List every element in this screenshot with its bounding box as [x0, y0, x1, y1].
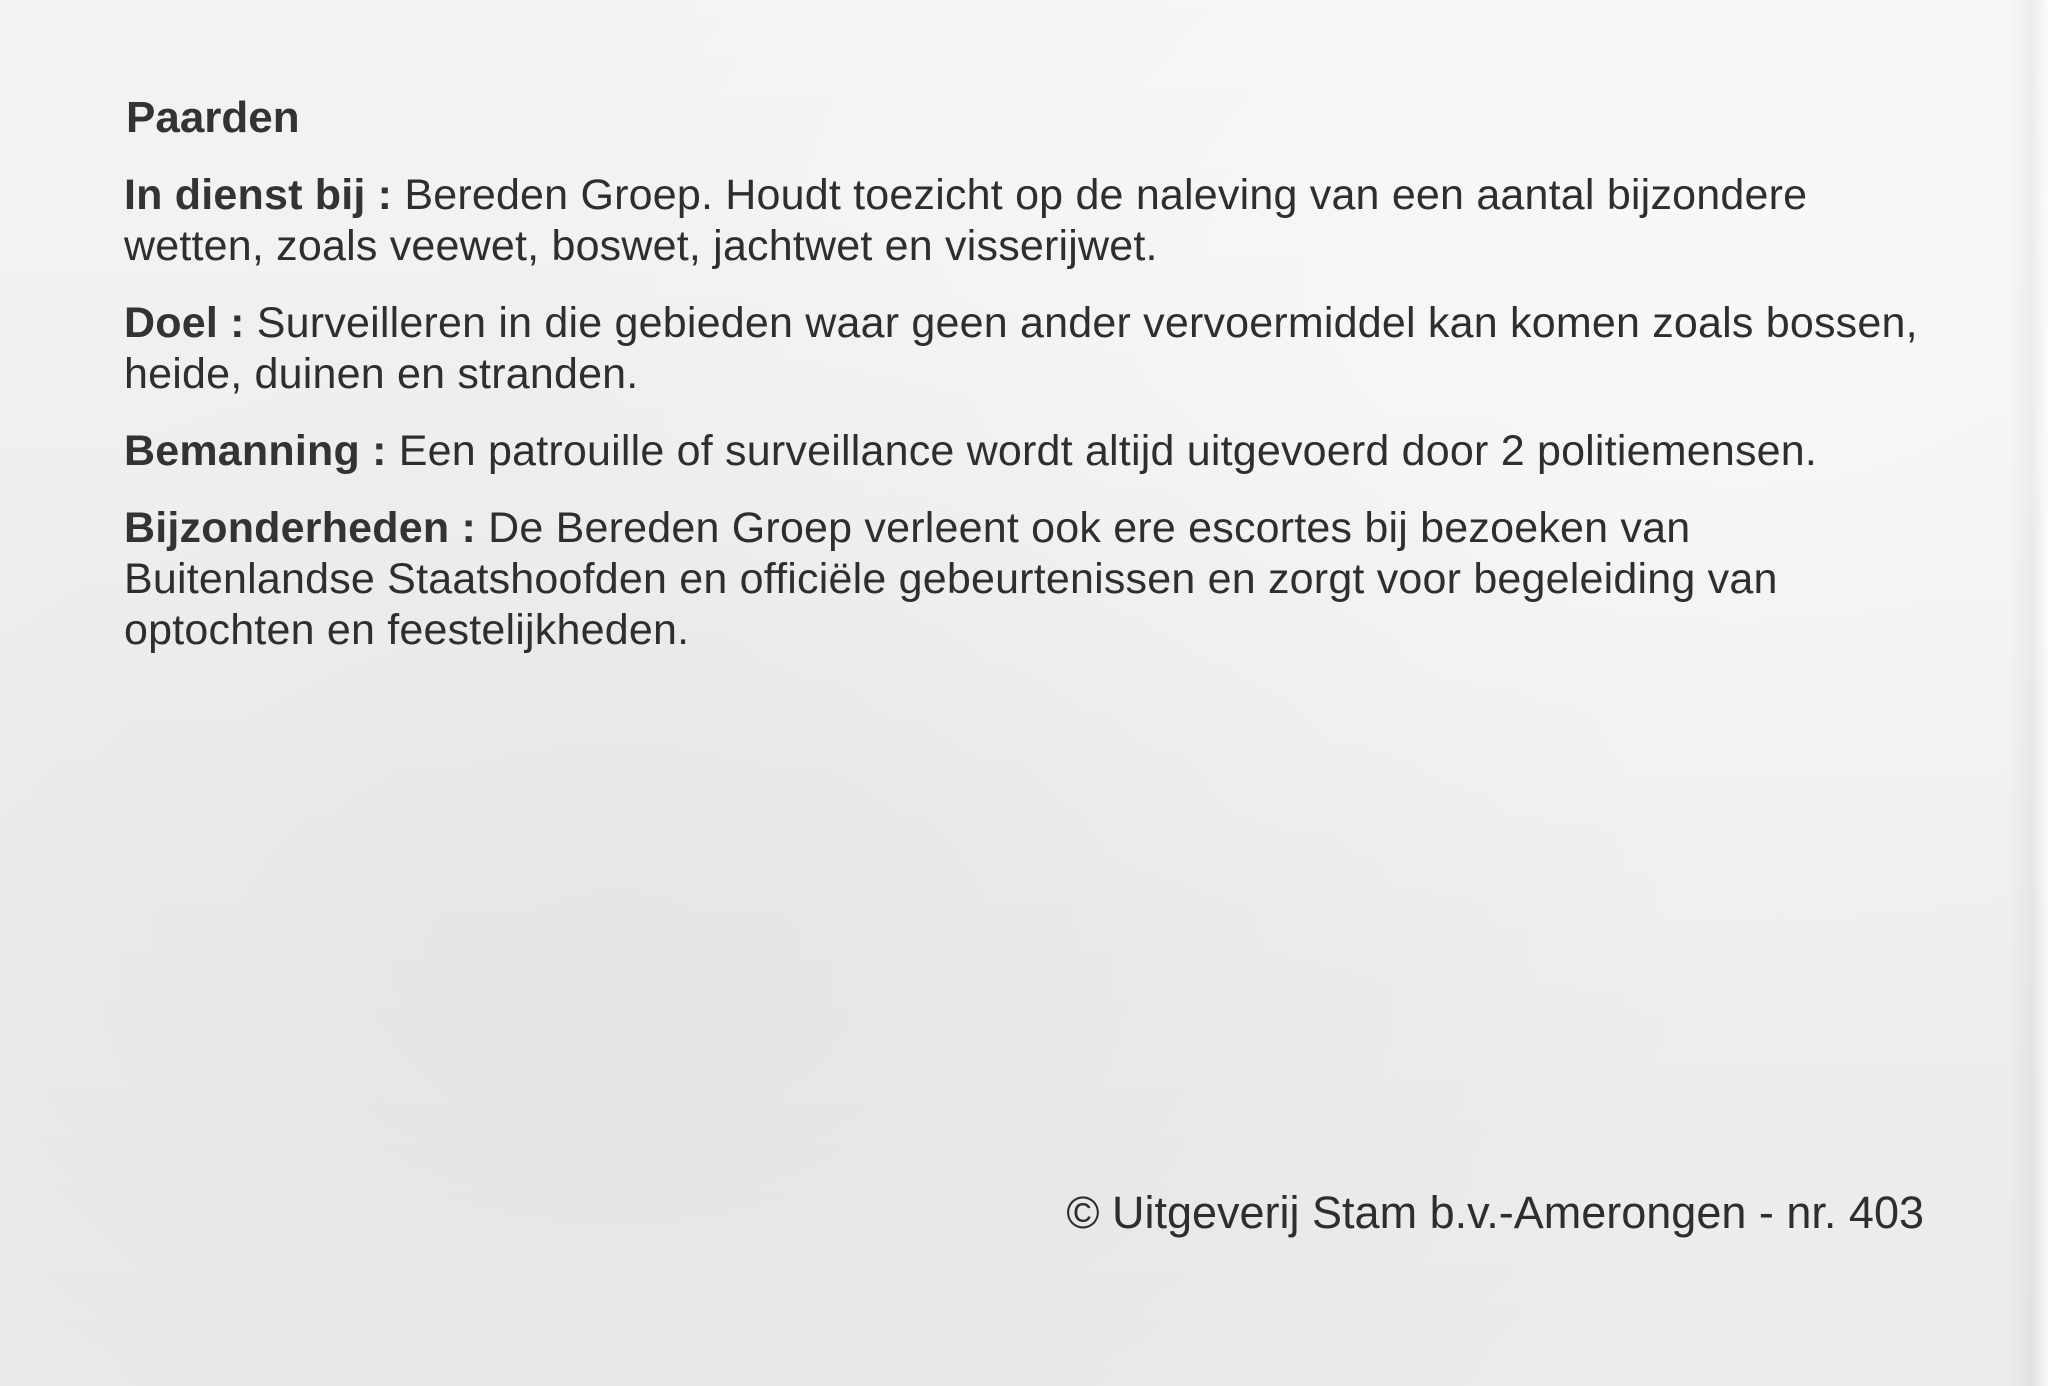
- section-bemanning: [124, 426, 1924, 477]
- section-label: Bemanning :: [124, 427, 387, 475]
- section-text: Bereden Groep. Houdt toezicht op de naleving van een aantal bijzondere wetten, zoals veewet, boswet, jachtwet en visserijwet.: [124, 171, 1808, 270]
- section-text: Surveilleren in die gebieden waar geen ander vervoermiddel kan komen zoals bossen, heide, duinen en stranden.: [124, 299, 1918, 398]
- section-text: De Bereden Groep verleent ook ere escortes bij bezoeken van Buitenlandse Staatshoofden en officiële gebeurtenissen en zorgt voor begeleiding van optochten en feestelijkheden.: [124, 504, 1778, 654]
- section-doel: [124, 298, 1924, 400]
- section-label: Bijzonderheden :: [124, 504, 476, 552]
- section-text: Een patrouille of surveillance wordt altijd uitgevoerd door 2 politiemensen.: [386, 427, 1818, 475]
- section-label: In dienst bij :: [124, 171, 393, 219]
- section-bijzonderheden: [124, 503, 1924, 656]
- section-label: Doel :: [124, 299, 245, 347]
- section-in-dienst-bij: [124, 170, 1924, 272]
- card-content: [124, 92, 1924, 682]
- card-title: Paarden: [126, 93, 300, 142]
- copyright-footer: © Uitgeverij Stam b.v.-Amerongen - nr. 403: [1066, 1187, 1924, 1238]
